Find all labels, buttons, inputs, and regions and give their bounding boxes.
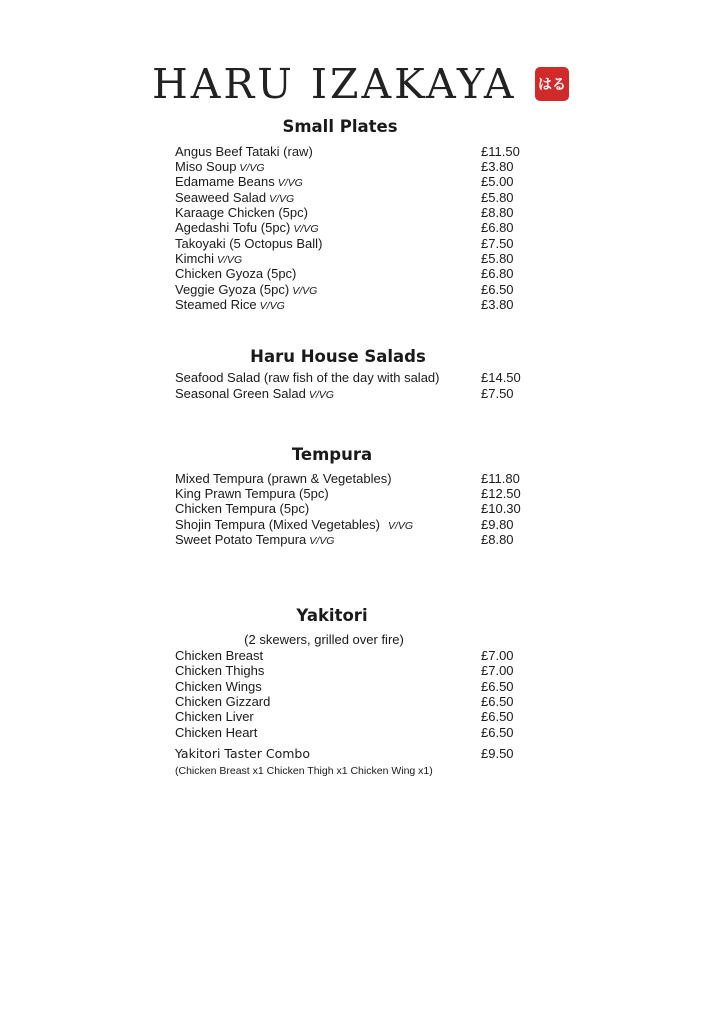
- menu-item: Chicken Tempura (5pc) £10.30: [175, 501, 521, 516]
- menu-item: Karaage Chicken (5pc) £8.80: [175, 205, 514, 220]
- menu-item: Chicken Gizzard £6.50: [175, 694, 514, 709]
- menu-item: Angus Beef Tataki (raw) £11.50: [175, 144, 520, 159]
- menu-item: Miso Soup V/VG £3.80: [175, 159, 514, 174]
- menu-item-combo: Yakitori Taster Combo £9.50: [175, 746, 514, 761]
- menu-item: Chicken Breast £7.00: [175, 648, 514, 663]
- menu-item: Seaweed Salad V/VG £5.80: [175, 190, 514, 205]
- menu-item: Seasonal Green Salad V/VG £7.50: [175, 386, 514, 401]
- menu-item: Chicken Heart £6.50: [175, 725, 514, 740]
- section-title-house-salads: Haru House Salads: [250, 347, 426, 366]
- haru-logo-icon: はる: [535, 67, 569, 101]
- menu-item: Mixed Tempura (prawn & Vegetables) £11.80: [175, 471, 520, 486]
- menu-item: Chicken Wings £6.50: [175, 679, 514, 694]
- menu-item: Steamed Rice V/VG £3.80: [175, 297, 514, 312]
- menu-item: Edamame Beans V/VG £5.00: [175, 174, 514, 189]
- restaurant-name: HARU IZAKAYA: [152, 60, 517, 108]
- section-title-tempura: Tempura: [291, 445, 373, 464]
- menu-item: Kimchi V/VG £5.80: [175, 251, 514, 266]
- menu-item: Shojin Tempura (Mixed Vegetables) V/VG £9.80: [175, 517, 514, 532]
- menu-item: Chicken Liver £6.50: [175, 709, 514, 724]
- menu-item: Takoyaki (5 Octopus Ball) £7.50: [175, 236, 514, 251]
- menu-item: Sweet Potato Tempura V/VG £8.80: [175, 532, 514, 547]
- menu-header: [0, 58, 724, 110]
- section-subtitle: (2 skewers, grilled over fire): [244, 632, 404, 647]
- menu-item: Seafood Salad (raw fish of the day with salad) £14.50: [175, 370, 521, 385]
- menu-item: Chicken Thighs £7.00: [175, 663, 514, 678]
- menu-item: Veggie Gyoza (5pc) V/VG £6.50: [175, 282, 514, 297]
- section-title-small-plates: Small Plates: [282, 117, 398, 136]
- menu-item: King Prawn Tempura (5pc) £12.50: [175, 486, 521, 501]
- section-title-yakitori: Yakitori: [296, 606, 368, 625]
- combo-note: (Chicken Breast x1 Chicken Thigh x1 Chicken Wing x1): [175, 765, 433, 777]
- menu-item: Chicken Gyoza (5pc) £6.80: [175, 266, 514, 281]
- menu-item: Agedashi Tofu (5pc) V/VG £6.80: [175, 220, 514, 235]
